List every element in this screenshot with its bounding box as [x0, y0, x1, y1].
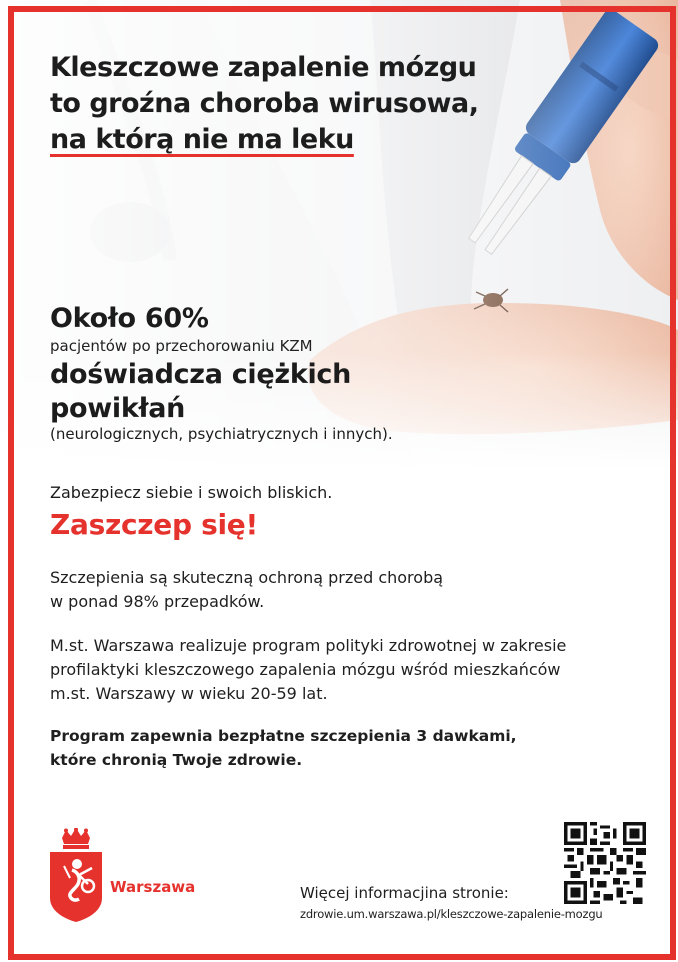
stat-patients: pacjentów po przechorowaniu KZM [50, 337, 313, 355]
headline-line-2: to groźna choroba wirusowa, [50, 88, 479, 119]
stat-complications-line-2: powikłań [50, 393, 186, 424]
qr-code-icon[interactable] [564, 822, 646, 904]
headline-line-3: na którą nie ma leku [50, 124, 354, 155]
warsaw-coat-of-arms-icon [48, 828, 104, 922]
more-info-text: Więcej informacjina stronie: [300, 884, 509, 902]
info-url[interactable]: zdrowie.um.warszawa.pl/kleszczowe-zapalenie-mozgu [300, 907, 603, 921]
program-line-3: m.st. Warszawy w wieku 20-59 lat. [50, 684, 328, 703]
headline [50, 50, 478, 158]
efficacy-paragraph [50, 566, 443, 614]
efficacy-line-1: Szczepienia są skuteczną ochroną przed chorobą [50, 568, 444, 587]
program-paragraph [50, 634, 566, 706]
free-doses-line-1: Program zapewnia bezpłatne szczepienia 3 dawkami, [50, 727, 517, 745]
program-line-2: profilaktyki kleszczowego zapalenia mózgu wśród mieszkańców [50, 660, 561, 679]
program-line-1: M.st. Warszawa realizuje program polityki zdrowotnej w zakresie [50, 636, 567, 655]
protect-text: Zabezpiecz siebie i swoich bliskich. [50, 483, 333, 502]
headline-line-1: Kleszczowe zapalenie mózgu [50, 52, 477, 83]
stat-complications-line-1: doświadcza ciężkich [50, 359, 352, 390]
efficacy-line-2: w ponad 98% przepadków. [50, 592, 265, 611]
free-doses-line-2: które chronią Twoje zdrowie. [50, 751, 303, 769]
statistic-block [50, 302, 393, 444]
stat-complications [50, 358, 393, 426]
stat-complication-types: (neurologicznych, psychiatrycznych i innych). [50, 425, 393, 443]
stat-percentage: Około 60% [50, 303, 209, 334]
vaccinate-cta: Zaszczep się! [50, 508, 258, 541]
warsaw-logo-text: Warszawa [110, 878, 196, 896]
free-doses-paragraph [50, 724, 517, 772]
